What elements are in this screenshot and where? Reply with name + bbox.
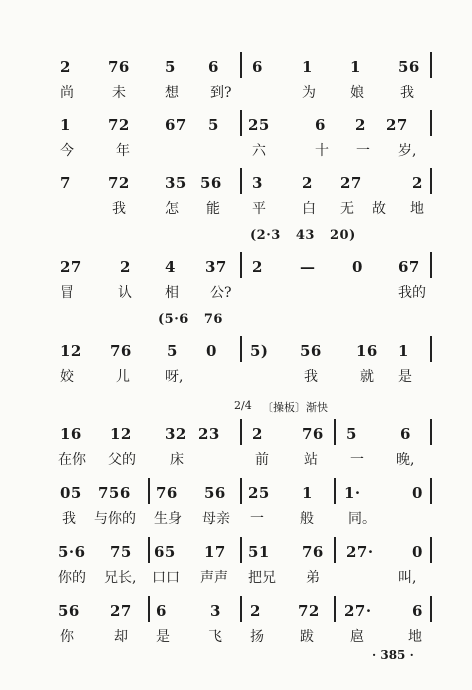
- lyric: 把兄: [248, 570, 276, 586]
- lyric: 床: [170, 452, 184, 468]
- lyric: 我的: [398, 285, 426, 301]
- lyric: 与你的: [94, 511, 136, 527]
- lyric: 父的: [108, 452, 136, 468]
- notes-line: [0, 484, 472, 508]
- lyric: 却: [114, 629, 128, 645]
- lyric: 是: [398, 369, 412, 385]
- tempo-label: 〔操板〕渐快: [262, 401, 328, 414]
- note: 72: [108, 174, 130, 192]
- note: —: [300, 258, 316, 276]
- note: 75: [110, 543, 132, 561]
- note: 65: [154, 543, 176, 561]
- note: 0: [412, 543, 423, 561]
- instrumental-interlude: [0, 312, 472, 336]
- notes-line: [0, 258, 472, 282]
- barline: [334, 478, 336, 504]
- note: 2: [355, 116, 366, 134]
- note: 5: [167, 342, 178, 360]
- lyric: 今: [60, 143, 74, 159]
- note: 2: [302, 174, 313, 192]
- note: 56: [300, 342, 322, 360]
- time-signature: 2/4: [234, 399, 252, 412]
- note: 76: [302, 543, 324, 561]
- lyric: 无: [340, 201, 354, 217]
- lyric: 我: [400, 85, 414, 101]
- lyrics-line: [0, 567, 472, 591]
- note: 3: [210, 602, 221, 620]
- barline: [240, 419, 242, 445]
- lyric: 声声: [200, 570, 228, 586]
- lyric: 怎: [165, 201, 179, 217]
- note: 56: [200, 174, 222, 192]
- note: 76: [108, 58, 130, 76]
- lyric: 未: [112, 85, 126, 101]
- note: 5: [208, 116, 219, 134]
- lyric: 能: [206, 201, 220, 217]
- lyric: 叫,: [398, 570, 417, 586]
- lyric: 呀,: [165, 369, 184, 385]
- interlude-notes: (2·3 43 20): [250, 228, 356, 243]
- note: 6: [412, 602, 423, 620]
- note: 1: [60, 116, 71, 134]
- lyrics-line: [0, 449, 472, 473]
- barline: [334, 596, 336, 622]
- lyric: 相: [165, 285, 179, 301]
- note: 27: [386, 116, 408, 134]
- note: 1: [302, 58, 313, 76]
- note: 1·: [344, 484, 361, 502]
- note: 35: [165, 174, 187, 192]
- barline: [148, 478, 150, 504]
- lyric: 我: [62, 511, 76, 527]
- note: 27: [60, 258, 82, 276]
- note: 17: [204, 543, 226, 561]
- note: 56: [58, 602, 80, 620]
- barline: [240, 596, 242, 622]
- note: 67: [165, 116, 187, 134]
- lyric: 一: [350, 452, 364, 468]
- lyric: 姣: [60, 369, 74, 385]
- lyric: 跋: [300, 629, 314, 645]
- note: 25: [248, 484, 270, 502]
- note: 12: [60, 342, 82, 360]
- lyric: 我: [112, 201, 126, 217]
- note: 76: [156, 484, 178, 502]
- lyrics-line: [0, 282, 472, 306]
- barline: [430, 110, 432, 136]
- lyric: 弟: [306, 570, 320, 586]
- note: 67: [398, 258, 420, 276]
- lyric: 你的: [58, 570, 86, 586]
- note: 5·6: [58, 543, 86, 561]
- lyric: 公?: [210, 285, 232, 301]
- lyric: 白: [302, 201, 316, 217]
- note: 2: [250, 602, 261, 620]
- note: 2: [412, 174, 423, 192]
- lyric: 扬: [250, 629, 264, 645]
- note: 1: [398, 342, 409, 360]
- lyric: 生身: [154, 511, 182, 527]
- note: 27·: [346, 543, 374, 561]
- lyric: 站: [304, 452, 318, 468]
- note: 16: [60, 425, 82, 443]
- lyric: 你: [60, 629, 74, 645]
- lyric: 为: [302, 85, 316, 101]
- note: 27: [340, 174, 362, 192]
- lyric: 前: [255, 452, 269, 468]
- lyric: 扈: [350, 629, 364, 645]
- note: 12: [110, 425, 132, 443]
- lyric: 般: [300, 511, 314, 527]
- page-number: · 385 ·: [372, 648, 414, 662]
- note: 7: [60, 174, 71, 192]
- note: 3: [252, 174, 263, 192]
- note: 6: [208, 58, 219, 76]
- barline: [430, 596, 432, 622]
- barline: [430, 336, 432, 362]
- lyric: 岁,: [398, 143, 417, 159]
- lyric: 就: [360, 369, 374, 385]
- lyric: 平: [252, 201, 266, 217]
- note: 23: [198, 425, 220, 443]
- lyrics-line: [0, 626, 472, 650]
- lyric: 晚,: [396, 452, 415, 468]
- lyrics-line: [0, 198, 472, 222]
- note: 1: [302, 484, 313, 502]
- note: 27: [110, 602, 132, 620]
- lyric: 母亲: [202, 511, 230, 527]
- note: 32: [165, 425, 187, 443]
- note: 72: [298, 602, 320, 620]
- note: 2: [252, 258, 263, 276]
- lyric: 口口: [152, 570, 180, 586]
- note: 0: [412, 484, 423, 502]
- note: 2: [252, 425, 263, 443]
- barline: [240, 252, 242, 278]
- lyric: 同。: [348, 511, 376, 527]
- barline: [240, 168, 242, 194]
- note: 56: [398, 58, 420, 76]
- lyric: 故: [372, 201, 386, 217]
- notes-line: [0, 543, 472, 567]
- lyric: 兄长,: [104, 570, 137, 586]
- lyric: 地: [410, 201, 424, 217]
- lyric: 年: [116, 143, 130, 159]
- note: 2: [120, 258, 131, 276]
- notes-line: [0, 342, 472, 366]
- lyrics-line: [0, 508, 472, 532]
- note: 2: [60, 58, 71, 76]
- note: 6: [252, 58, 263, 76]
- barline: [148, 596, 150, 622]
- note: 6: [156, 602, 167, 620]
- note: 51: [248, 543, 270, 561]
- barline: [148, 537, 150, 563]
- note: 0: [206, 342, 217, 360]
- note: 5: [165, 58, 176, 76]
- note: 0: [352, 258, 363, 276]
- note: 5: [346, 425, 357, 443]
- lyric: 十: [315, 143, 329, 159]
- notes-line: [0, 58, 472, 82]
- lyric: 想: [165, 85, 179, 101]
- note: 25: [248, 116, 270, 134]
- barline: [430, 168, 432, 194]
- lyric: 儿: [116, 369, 130, 385]
- lyrics-line: [0, 140, 472, 164]
- barline: [240, 336, 242, 362]
- note: 05: [60, 484, 82, 502]
- barline: [430, 52, 432, 78]
- barline: [334, 419, 336, 445]
- barline: [430, 252, 432, 278]
- note: 76: [110, 342, 132, 360]
- notes-line: [0, 425, 472, 449]
- note: 1: [350, 58, 361, 76]
- note: 4: [165, 258, 176, 276]
- barline: [430, 419, 432, 445]
- lyrics-line: [0, 366, 472, 390]
- note: 6: [315, 116, 326, 134]
- notes-line: [0, 602, 472, 626]
- lyrics-line: [0, 82, 472, 106]
- lyric: 我: [304, 369, 318, 385]
- lyric: 认: [118, 285, 132, 301]
- note: 37: [205, 258, 227, 276]
- note: 5): [250, 342, 269, 360]
- lyric: 冒: [60, 285, 74, 301]
- note: 756: [98, 484, 131, 502]
- barline: [240, 478, 242, 504]
- note: 76: [302, 425, 324, 443]
- barline: [430, 537, 432, 563]
- lyric: 一: [356, 143, 370, 159]
- lyric: 尚: [60, 85, 74, 101]
- barline: [240, 537, 242, 563]
- note: 6: [400, 425, 411, 443]
- note: 27·: [344, 602, 372, 620]
- barline: [240, 52, 242, 78]
- lyric: 一: [250, 511, 264, 527]
- lyric: 在你: [58, 452, 86, 468]
- interlude-notes: (5·6 76: [158, 312, 223, 327]
- note: 72: [108, 116, 130, 134]
- lyric: 地: [408, 629, 422, 645]
- lyric: 到?: [210, 85, 232, 101]
- notes-line: [0, 174, 472, 198]
- lyric: 是: [156, 629, 170, 645]
- instrumental-interlude: [0, 228, 472, 252]
- lyric: 六: [252, 143, 266, 159]
- lyric: 娘: [350, 85, 364, 101]
- note: 56: [204, 484, 226, 502]
- lyric: 飞: [208, 629, 222, 645]
- barline: [240, 110, 242, 136]
- barline: [334, 537, 336, 563]
- barline: [430, 478, 432, 504]
- notes-line: [0, 116, 472, 140]
- note: 16: [356, 342, 378, 360]
- tempo-marking: [0, 399, 472, 423]
